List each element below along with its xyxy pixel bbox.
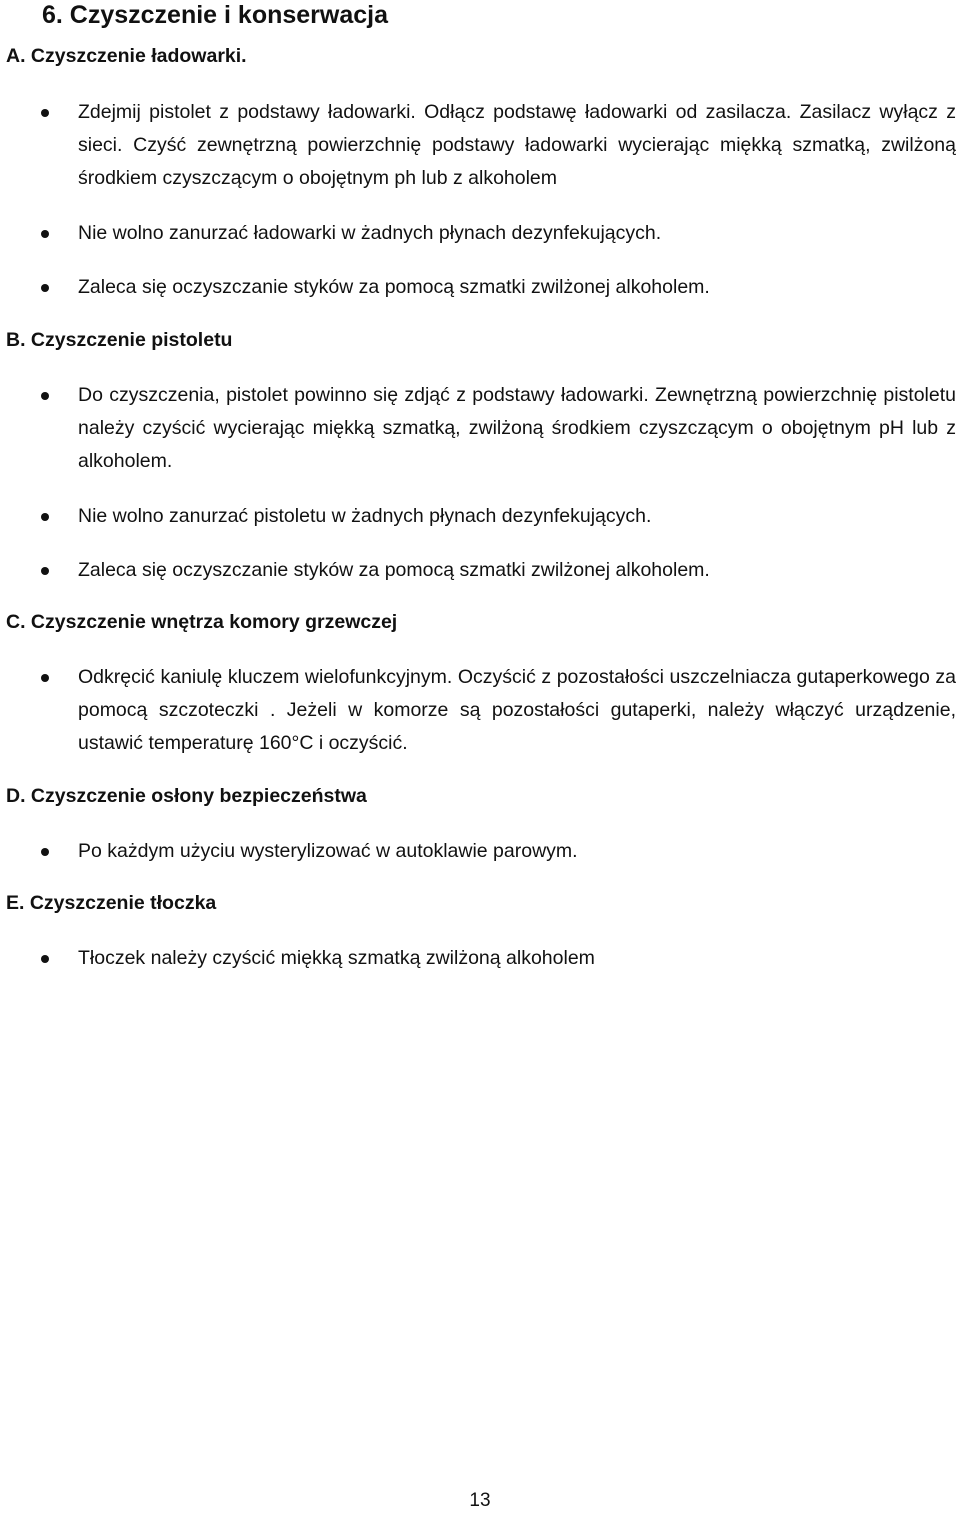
bullet-icon — [41, 955, 49, 963]
bullet-icon — [41, 674, 49, 682]
list-item-text: Zaleca się oczyszczanie styków za pomocą szmatki zwilżonej alkoholem. — [78, 559, 710, 581]
section-heading-c: C. Czyszczenie wnętrza komory grzewczej — [6, 611, 398, 633]
section-heading-e: E. Czyszczenie tłoczka — [6, 892, 217, 914]
list-item-text: Nie wolno zanurzać pistoletu w żadnych płynach dezynfekujących. — [78, 505, 652, 527]
section-heading-a: A. Czyszczenie ładowarki. — [6, 45, 247, 67]
section-heading-d: D. Czyszczenie osłony bezpieczeństwa — [6, 785, 367, 807]
list-item-text: Zaleca się oczyszczanie styków za pomocą szmatki zwilżonej alkoholem. — [78, 276, 710, 298]
bullet-icon — [41, 567, 49, 575]
list-item-text: Do czyszczenia, pistolet powinno się zdjąć z podstawy ładowarki. Zewnętrzną powierzchnię pistoletu należy czyścić wycierając miękką szmatką, zwilżoną środkiem czyszczącym o obojętnym pH lub z alkoholem. — [78, 384, 956, 472]
list-item-text: Odkręcić kaniulę kluczem wielofunkcyjnym. Oczyścić z pozostałości uszczelniacza gutaperkowego za pomocą szczoteczki . Jeżeli w komorze są pozostałości gutaperki, należy włączyć urządzenie, ustawić temperaturę 160°C i oczyścić. — [78, 666, 956, 754]
list-item-text: Zdejmij pistolet z podstawy ładowarki. Odłącz podstawę ładowarki od zasilacza. Zasilacz wyłącz z sieci. Czyść zewnętrzną powierzchnię podstawy ładowarki wycierając miękką szmatką, zwilżoną środkiem czyszczącym o obojętnym ph lub z alkoholem — [78, 101, 956, 189]
section-heading-b: B. Czyszczenie pistoletu — [6, 329, 233, 351]
list-item-text: Nie wolno zanurzać ładowarki w żadnych płynach dezynfekujących. — [78, 222, 662, 244]
page-number: 13 — [469, 1490, 491, 1511]
bullet-icon — [41, 284, 49, 292]
bullet-icon — [41, 230, 49, 238]
bullet-icon — [41, 513, 49, 521]
list-item-text: Po każdym użyciu wysterylizować w autoklawie parowym. — [78, 840, 578, 862]
page-title: 6. Czyszczenie i konserwacja — [42, 1, 389, 29]
list-item-text: Tłoczek należy czyścić miękką szmatką zwilżoną alkoholem — [78, 947, 595, 969]
bullet-icon — [41, 109, 49, 117]
bullet-icon — [41, 392, 49, 400]
bullet-icon — [41, 848, 49, 856]
